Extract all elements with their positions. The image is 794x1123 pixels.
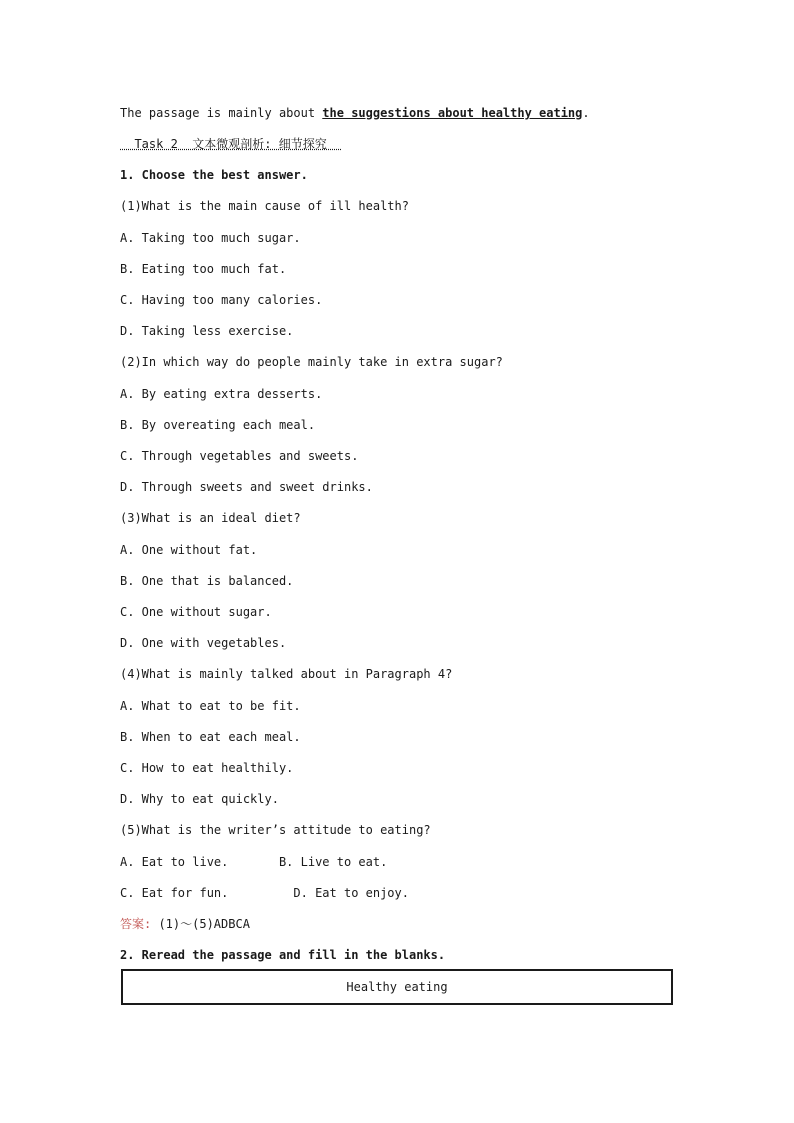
- option: A. What to eat to be fit.: [120, 699, 301, 713]
- question-stem: (3)What is an ideal diet?: [120, 511, 301, 525]
- intro-prefix: The passage is mainly about: [120, 106, 323, 120]
- answer-value: (1)～(5)ADBCA: [151, 917, 250, 931]
- option: B. Eating too much fat.: [120, 262, 287, 276]
- option: A. One without fat.: [120, 543, 258, 557]
- option: B. When to eat each meal.: [120, 730, 301, 744]
- option: C. How to eat healthily.: [120, 761, 294, 775]
- question-stem: (4)What is mainly talked about in Paragraph 4?: [120, 667, 453, 681]
- intro-sentence: [120, 105, 590, 121]
- answer-label: 答案:: [120, 917, 152, 931]
- question-stem: (5)What is the writer’s attitude to eating?: [120, 823, 431, 837]
- option: A. By eating extra desserts.: [120, 387, 323, 401]
- intro-suffix: .: [582, 106, 590, 120]
- option: D. Why to eat quickly.: [120, 792, 279, 806]
- question-stem: (2)In which way do people mainly take in extra sugar?: [120, 355, 503, 369]
- q2-heading: 2. Reread the passage and fill in the blanks.: [120, 948, 446, 962]
- question-stem: (1)What is the main cause of ill health?: [120, 199, 409, 213]
- option: A. Eat to live. B. Live to eat.: [120, 855, 388, 869]
- option: A. Taking too much sugar.: [120, 231, 301, 245]
- task2-heading: Task 2 文本微观剖析: 细节探究: [120, 137, 342, 151]
- option: C. One without sugar.: [120, 605, 272, 619]
- intro-answer: the suggestions about healthy eating: [322, 106, 583, 120]
- table-title: Healthy eating: [346, 980, 448, 994]
- answer-line: [120, 916, 250, 932]
- option: C. Through vegetables and sweets.: [120, 449, 359, 463]
- option: D. One with vegetables.: [120, 636, 287, 650]
- option: D. Taking less exercise.: [120, 324, 294, 338]
- option: C. Eat for fun. D. Eat to enjoy.: [120, 886, 409, 900]
- option: B. One that is balanced.: [120, 574, 294, 588]
- q1-heading: 1. Choose the best answer.: [120, 168, 308, 182]
- table-header-box: [121, 969, 673, 1005]
- option: B. By overeating each meal.: [120, 418, 316, 432]
- option: D. Through sweets and sweet drinks.: [120, 480, 373, 494]
- option: C. Having too many calories.: [120, 293, 323, 307]
